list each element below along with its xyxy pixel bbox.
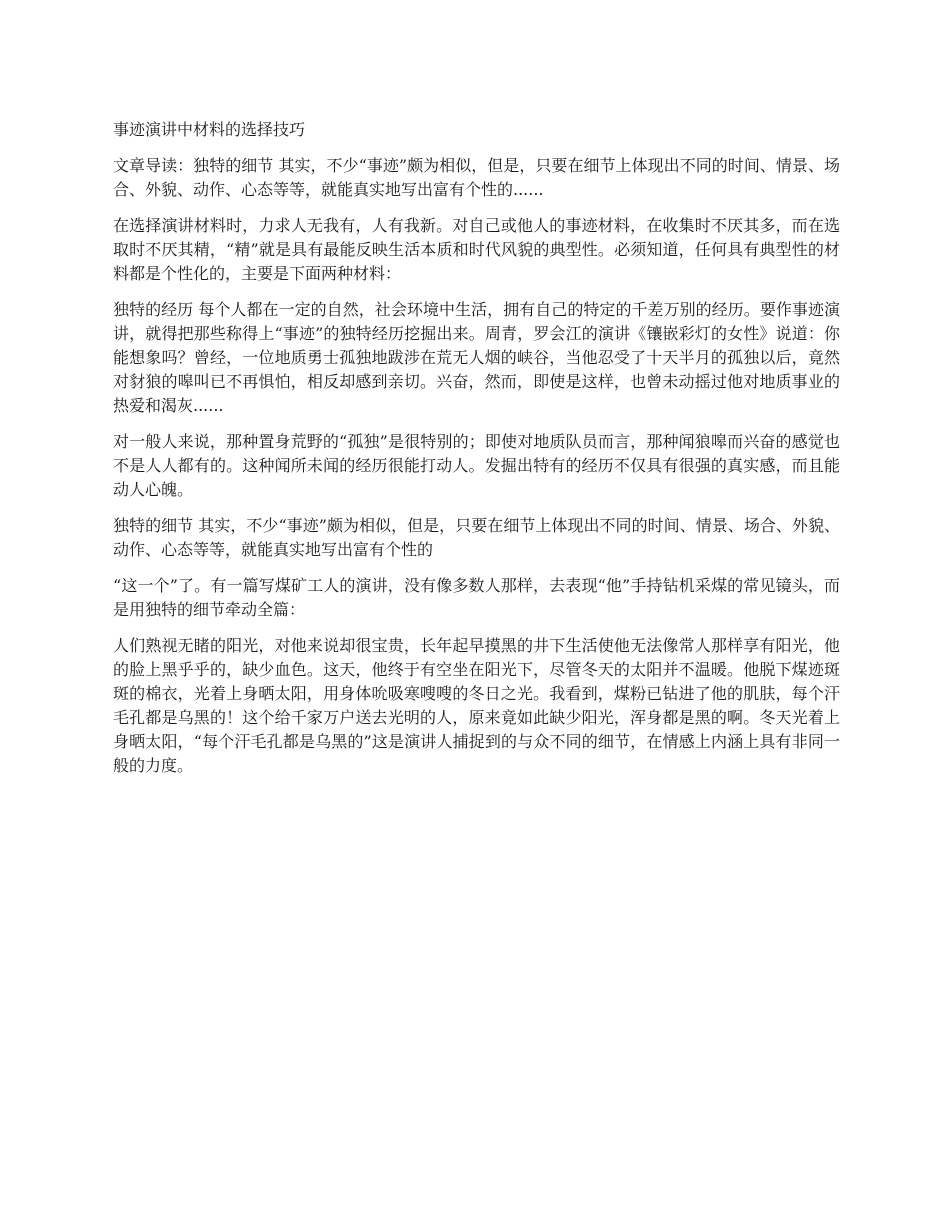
paragraph-unique-detail: 独特的细节 其实，不少“事迹”颇为相似，但是，只要在细节上体现出不同的时间、情景、场合、外貌、动作、心态等等，就能真实地写出富有个性的 <box>113 516 840 559</box>
paragraph-intro: 文章导读：独特的细节 其实，不少“事迹”颇为相似，但是，只要在细节上体现出不同的时间、情景、场合、外貌、动作、心态等等，就能真实地写出富有个性的...... <box>113 156 840 199</box>
paragraph-unique-experience: 独特的经历 每个人都在一定的自然，社会环境中生活，拥有自己的特定的千差万别的经历。要作事迹演讲，就得把那些称得上“事迹”的独特经历挖掘出来。周青，罗会江的演讲《镶嵌彩灯的女性》说道：你能想象吗？曾经，一位地质勇士孤独地跋涉在荒无人烟的峡谷，当他忍受了十天半月的孤独以后，竟然对豺狼的嗥叫已不再惧怕，相反却感到亲切。兴奋，然而，即使是这样，也曾未动摇过他对地质事业的热爱和渴灰...... <box>113 300 840 415</box>
document-page <box>113 118 840 790</box>
paragraph-coal-miner-story: 人们熟视无睹的阳光，对他来说却很宝贵，长年起早摸黑的井下生活使他无法像常人那样享有阳光，他的脸上黑乎乎的，缺少血色。这天，他终于有空坐在阳光下，尽管冬天的太阳并不温暖。他脱下煤迹斑斑的棉衣，光着上身晒太阳，用身体吮吸寒嗖嗖的冬日之光。我看到，煤粉已钻进了他的肌肤，每个汗毛孔都是乌黑的！这个给千家万户送去光明的人，原来竟如此缺少阳光，浑身都是黑的啊。冬天光着上身晒太阳，“每个汗毛孔都是乌黑的”这是演讲人捕捉到的与众不同的细节，在情感上内涵上具有非同一般的力度。 <box>113 636 840 775</box>
paragraph-experience-analysis: 对一般人来说，那种置身荒野的“孤独”是很特别的；即使对地质队员而言，那种闻狼嗥而兴奋的感觉也不是人人都有的。这种闻所未闻的经历很能打动人。发掘出特有的经历不仅具有很强的真实感，而且能动人心魄。 <box>113 432 840 499</box>
document-title: 事迹演讲中材料的选择技巧 <box>113 120 306 139</box>
paragraph-coal-miner-intro: “这一个”了。有一篇写煤矿工人的演讲，没有像多数人那样，去表现“他”手持钻机采煤的常见镜头，而是用独特的细节牵动全篇： <box>113 576 840 619</box>
paragraph-material-selection: 在选择演讲材料时，力求人无我有，人有我新。对自己或他人的事迹材料，在收集时不厌其多，而在选取时不厌其精，“精”就是具有最能反映生活本质和时代风貌的典型性。必须知道，任何具有典型性的材料都是个性化的，主要是下面两种材料： <box>113 216 840 283</box>
